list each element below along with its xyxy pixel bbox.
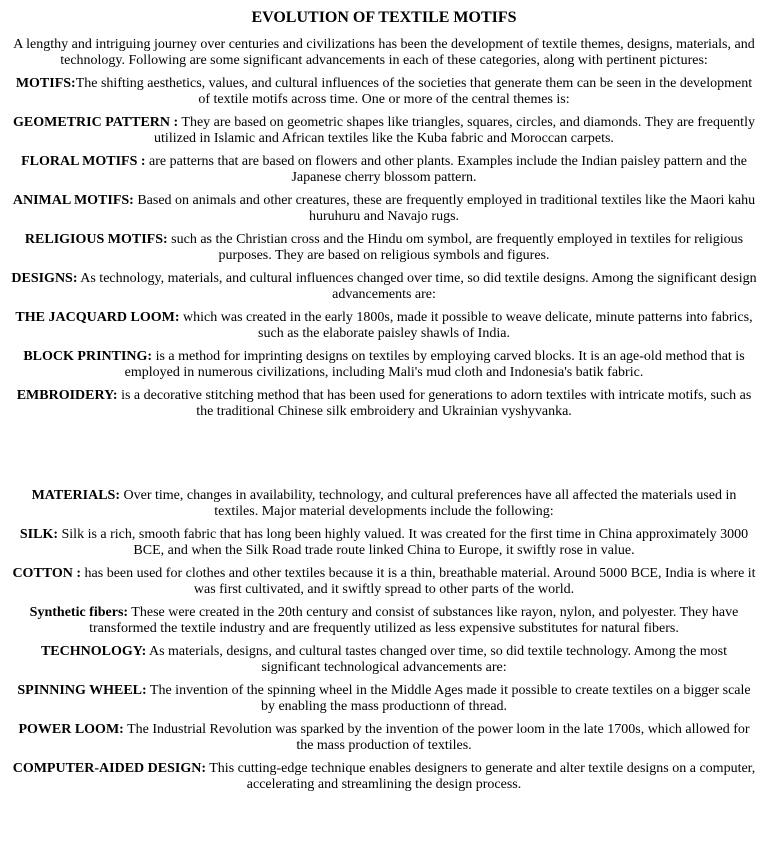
text-designs: As technology, materials, and cultural influences changed over time, so did textile designs. Among the significant design advancements are: <box>77 271 757 302</box>
page-title: EVOLUTION OF TEXTILE MOTIFS <box>251 9 517 26</box>
paragraph-cotton <box>8 566 760 597</box>
paragraph-animal-motifs <box>8 193 760 224</box>
text-animal-motifs: Based on animals and other creatures, these are frequently employed in traditional textiles like the Maori kahu huruhuru and Navajo rugs. <box>133 193 756 224</box>
term-spinning-wheel: SPINNING WHEEL: <box>17 683 147 698</box>
term-technology: TECHNOLOGY: <box>40 644 147 659</box>
text-embroidery: is a decorative stitching method that has been used for generations to adorn textiles with intricate motifs, such as the traditional Chinese silk embroidery and Ukrainian vyshyvanka. <box>117 388 752 419</box>
section-materials-technology <box>8 488 760 792</box>
paragraph-technology <box>8 644 760 675</box>
term-silk: SILK: <box>19 527 58 542</box>
term-power-loom: POWER LOOM: <box>18 722 124 737</box>
text-cotton: has been used for clothes and other textiles because it is a thin, breathable material. Around 5000 BCE, India is where it was first cultivated, and it swiftly spread to other parts of the world. <box>81 566 756 597</box>
term-embroidery: EMBROIDERY: <box>16 388 118 403</box>
intro-paragraph: A lengthy and intriguing journey over centuries and civilizations has been the development of textile themes, designs, materials, and technology. Following are some significant advancements in each of these categories, along with pertinent pictures: <box>13 37 755 68</box>
term-computer-aided-design: COMPUTER-AIDED DESIGN: <box>12 761 206 776</box>
paragraph-designs <box>8 271 760 302</box>
term-designs: DESIGNS: <box>11 271 78 286</box>
paragraph-block-printing <box>8 349 760 380</box>
text-computer-aided-design: This cutting-edge technique enables designers to generate and alter textile designs on a computer, accelerating and streamlining the design process. <box>206 761 756 792</box>
text-motifs: The shifting aesthetics, values, and cultural influences of the societies that generate them can be seen in the development of textile motifs across time. One or more of the central themes is: <box>75 76 753 107</box>
paragraph-materials <box>8 488 760 519</box>
term-synthetic-fibers: Synthetic fibers: <box>29 605 129 620</box>
paragraph-jacquard-loom <box>8 310 760 341</box>
text-power-loom: The Industrial Revolution was sparked by the invention of the power loom in the late 1700s, which allowed for the mass production of textiles. <box>123 722 750 753</box>
paragraph-motifs <box>8 76 760 107</box>
paragraph-embroidery <box>8 388 760 419</box>
text-technology: As materials, designs, and cultural tastes changed over time, so did textile technology. Among the most significant technological advancements are: <box>146 644 728 675</box>
text-block-printing: is a method for imprinting designs on textiles by employing carved blocks. It is an age-old method that is employed in numerous civilizations, including Mali's mud cloth and Indonesia's batik fabric. <box>124 349 745 380</box>
text-spinning-wheel: The invention of the spinning wheel in the Middle Ages made it possible to create textiles on a bigger scale by enabling the mass productionn of thread. <box>146 683 751 714</box>
section-gap <box>8 427 760 488</box>
term-block-printing: BLOCK PRINTING: <box>23 349 153 364</box>
text-floral-motifs: are patterns that are based on flowers and other plants. Examples include the Indian paisley pattern and the Japanese cherry blossom pattern. <box>145 154 747 185</box>
section-motifs-designs <box>8 76 760 419</box>
paragraph-silk <box>8 527 760 558</box>
text-materials: Over time, changes in availability, technology, and cultural preferences have all affected the materials used in textiles. Major material developments include the following: <box>120 488 737 519</box>
paragraph-power-loom <box>8 722 760 753</box>
term-motifs: MOTIFS: <box>15 76 76 91</box>
term-geometric-pattern: GEOMETRIC PATTERN : <box>13 115 179 130</box>
paragraph-computer-aided-design <box>8 761 760 792</box>
text-geometric-pattern: They are based on geometric shapes like triangles, squares, circles, and diamonds. They are frequently utilized in Islamic and African textiles like the Kuba fabric and Moroccan carpets. <box>154 115 755 146</box>
term-materials: MATERIALS: <box>31 488 120 503</box>
text-religious-motifs: such as the Christian cross and the Hindu om symbol, are frequently employed in textiles for religious purposes. They are based on religious symbols and figures. <box>167 232 744 263</box>
text-jacquard-loom: which was created in the early 1800s, made it possible to weave delicate, minute patterns into fabrics, such as the elaborate paisley shawls of India. <box>179 310 753 341</box>
paragraph-floral-motifs <box>8 154 760 185</box>
term-jacquard-loom: THE JACQUARD LOOM: <box>15 310 180 325</box>
term-floral-motifs: FLORAL MOTIFS : <box>21 154 146 169</box>
text-silk: Silk is a rich, smooth fabric that has long been highly valued. It was created for the first time in China approximately 3000 BCE, and when the Silk Road trade route linked China to Europe, it swiftly rose in value. <box>58 527 749 558</box>
term-animal-motifs: ANIMAL MOTIFS: <box>12 193 134 208</box>
paragraph-spinning-wheel <box>8 683 760 714</box>
text-synthetic-fibers: These were created in the 20th century and consist of substances like rayon, nylon, and polyester. They have transformed the textile industry and are frequently utilized as less expensive substitutes for natural fibers. <box>89 605 739 636</box>
paragraph-synthetic-fibers <box>8 605 760 636</box>
paragraph-geometric-pattern <box>8 115 760 146</box>
term-religious-motifs: RELIGIOUS MOTIFS: <box>24 232 168 247</box>
term-cotton: COTTON : <box>12 566 82 581</box>
paragraph-religious-motifs <box>8 232 760 263</box>
